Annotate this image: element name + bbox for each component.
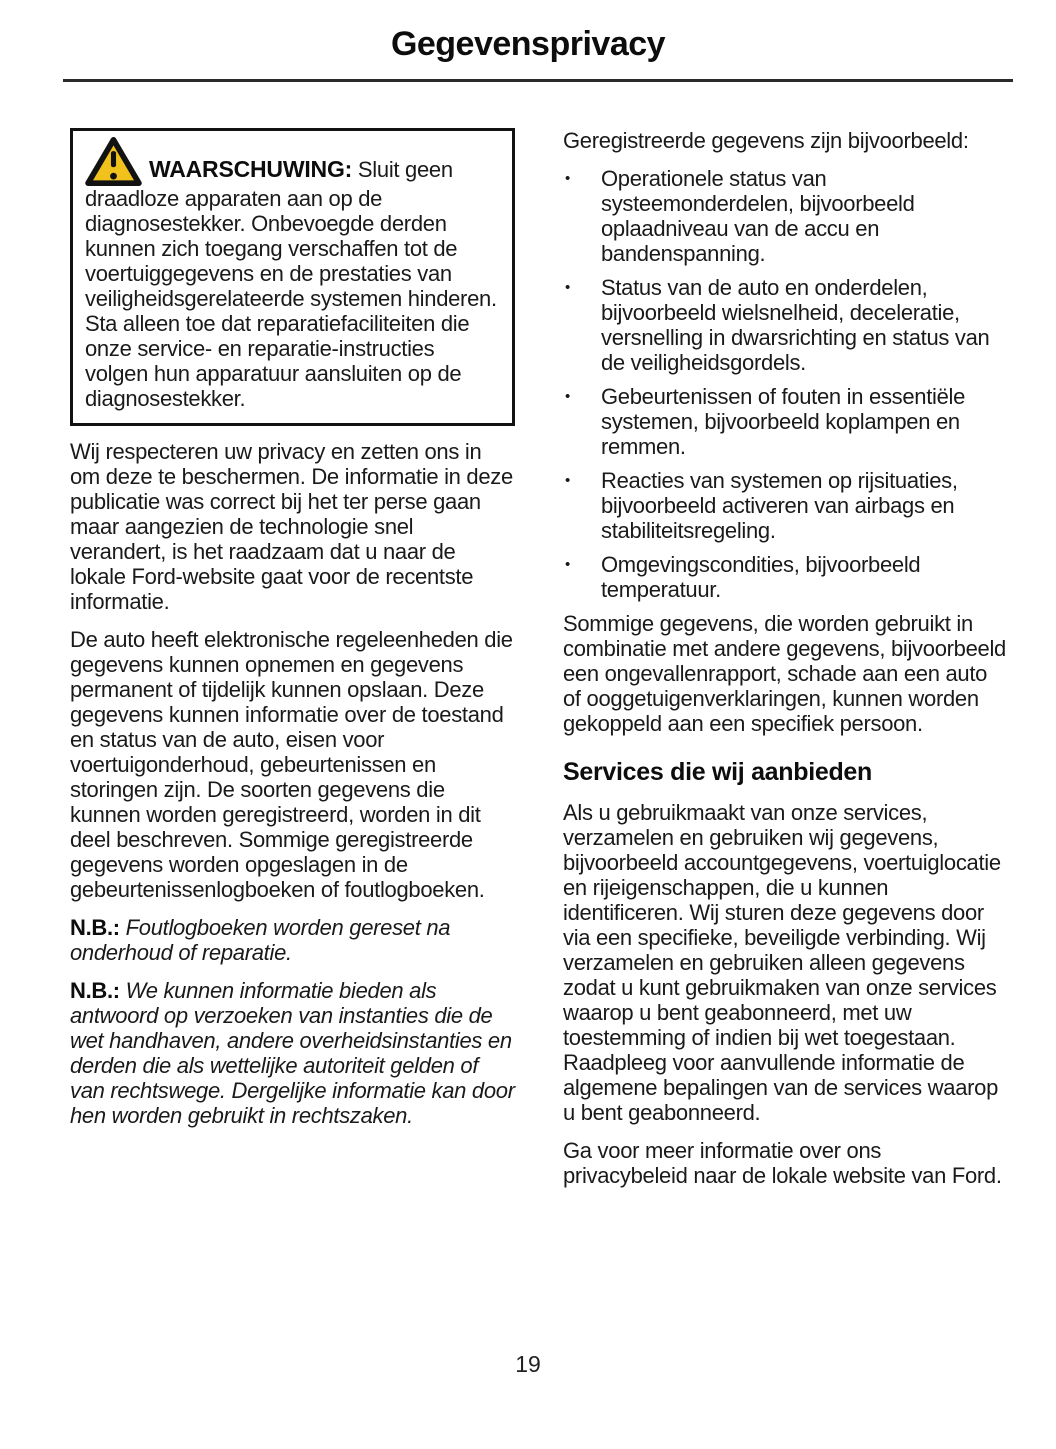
list-item-text: Omgevingscondities, bijvoorbeeld temperatuur.	[601, 552, 921, 602]
bullet-icon: •	[565, 388, 570, 405]
bullet-icon: •	[565, 556, 570, 573]
paragraph-control-units: De auto heeft elektronische regeleenheden die gegevens kunnen opnemen en gegevens permanent of tijdelijk kunnen opslaan. Deze gegevens kunnen informatie over de toestand en status van de auto, eisen voor voertuigonderhoud, gebeurtenissen en storingen zijn. De soorten gegevens die kunnen worden geregistreerd, worden in dit deel beschreven. Sommige geregistreerde gegevens worden opgeslagen in de gebeurtenissenlogboeken of foutlogboeken.	[70, 627, 513, 902]
note-text: Foutlogboeken worden gereset na onderhoud of reparatie.	[70, 915, 451, 965]
note-label: N.B.:	[70, 915, 120, 940]
page-title: Gegevensprivacy	[390, 25, 666, 63]
warning-label: WAARSCHUWING:	[149, 156, 353, 182]
warning-box	[70, 128, 515, 426]
note-law-enforcement	[70, 978, 515, 1128]
list-item-text: Gebeurtenissen of fouten in essentiële systemen, bijvoorbeeld koplampen en remmen.	[601, 384, 966, 459]
list-item	[565, 384, 1008, 459]
list-item	[565, 275, 1008, 375]
registered-data-intro: Geregistreerde gegevens zijn bijvoorbeeld:	[563, 128, 969, 153]
warning-triangle-icon	[85, 137, 149, 186]
note-text: We kunnen informatie bieden als antwoord op verzoeken van instanties die de wet handhaven, andere overheidsinstanties en derden die als wettelijke autoriteit gelden of van rechtswege. Dergelijke informatie kan door hen worden gebruikt in rechtszaken.	[70, 978, 515, 1128]
page-number: 19	[515, 1351, 541, 1377]
paragraph-privacy-policy: Ga voor meer informatie over ons privacybeleid naar de lokale website van Ford.	[563, 1138, 1002, 1188]
bullet-icon: •	[565, 472, 570, 489]
paragraph-linked-data: Sommige gegevens, die worden gebruikt in combinatie met andere gegevens, bijvoorbeeld een ongevallenrapport, schade aan een auto of ooggetuigenverklaringen, kunnen worden gekoppeld aan een specifiek persoon.	[563, 611, 1006, 736]
title-divider	[63, 79, 1013, 82]
warning-text: Sluit geen draadloze apparaten aan op de diagnosestekker. Onbevoegde derden kunnen zich toegang verschaffen tot de voertuiggegevens en de prestaties van veiligheidsgerelateerde systemen hinderen. Sta alleen toe dat reparatiefaciliteiten die onze service- en reparatie-instructies volgen hun apparatuur aansluiten op de diagnosestekker.	[85, 157, 497, 411]
right-column	[563, 128, 1008, 1201]
list-item-text: Operationele status van systeemonderdelen, bijvoorbeeld oplaadniveau van de accu en bandenspanning.	[601, 166, 915, 266]
list-item-text: Status van de auto en onderdelen, bijvoorbeeld wielsnelheid, deceleratie, versnelling in dwarsrichting en status van de veiligheidsgordels.	[601, 275, 990, 375]
registered-data-list	[563, 166, 1008, 602]
content-columns	[70, 128, 1008, 1201]
bullet-icon: •	[565, 279, 570, 296]
list-item	[565, 166, 1008, 266]
warning-paragraph	[85, 137, 500, 411]
note-label: N.B.:	[70, 978, 120, 1003]
note-fault-logs	[70, 915, 515, 965]
left-column	[70, 128, 515, 1141]
list-item-text: Reacties van systemen op rijsituaties, bijvoorbeeld activeren van airbags en stabiliteitsregeling.	[601, 468, 958, 543]
list-item	[565, 468, 1008, 543]
list-item	[565, 552, 1008, 602]
paragraph-privacy-statement: Wij respecteren uw privacy en zetten ons in om deze te beschermen. De informatie in deze publicatie was correct bij het ter perse gaan maar aangezien de technologie snel verandert, is het raadzaam dat u naar de lokale Ford-website gaat voor de recentste informatie.	[70, 439, 513, 614]
paragraph-services-data: Als u gebruikmaakt van onze services, verzamelen en gebruiken wij gegevens, bijvoorbeeld accountgegevens, voertuiglocatie en rijeigenschappen, die u kunnen identificeren. Wij sturen deze gegevens door via een specifieke, beveiligde verbinding. Wij verzamelen en gebruiken alleen gegevens zodat u kunt gebruikmaken van onze services waarop u bent geabonneerd, met uw toestemming of indien bij wet toegestaan. Raadpleeg voor aanvullende informatie de algemene bepalingen van de services waarop u bent geabonneerd.	[563, 800, 1001, 1125]
bullet-icon: •	[565, 170, 570, 187]
section-heading-services: Services die wij aanbieden	[563, 758, 873, 786]
